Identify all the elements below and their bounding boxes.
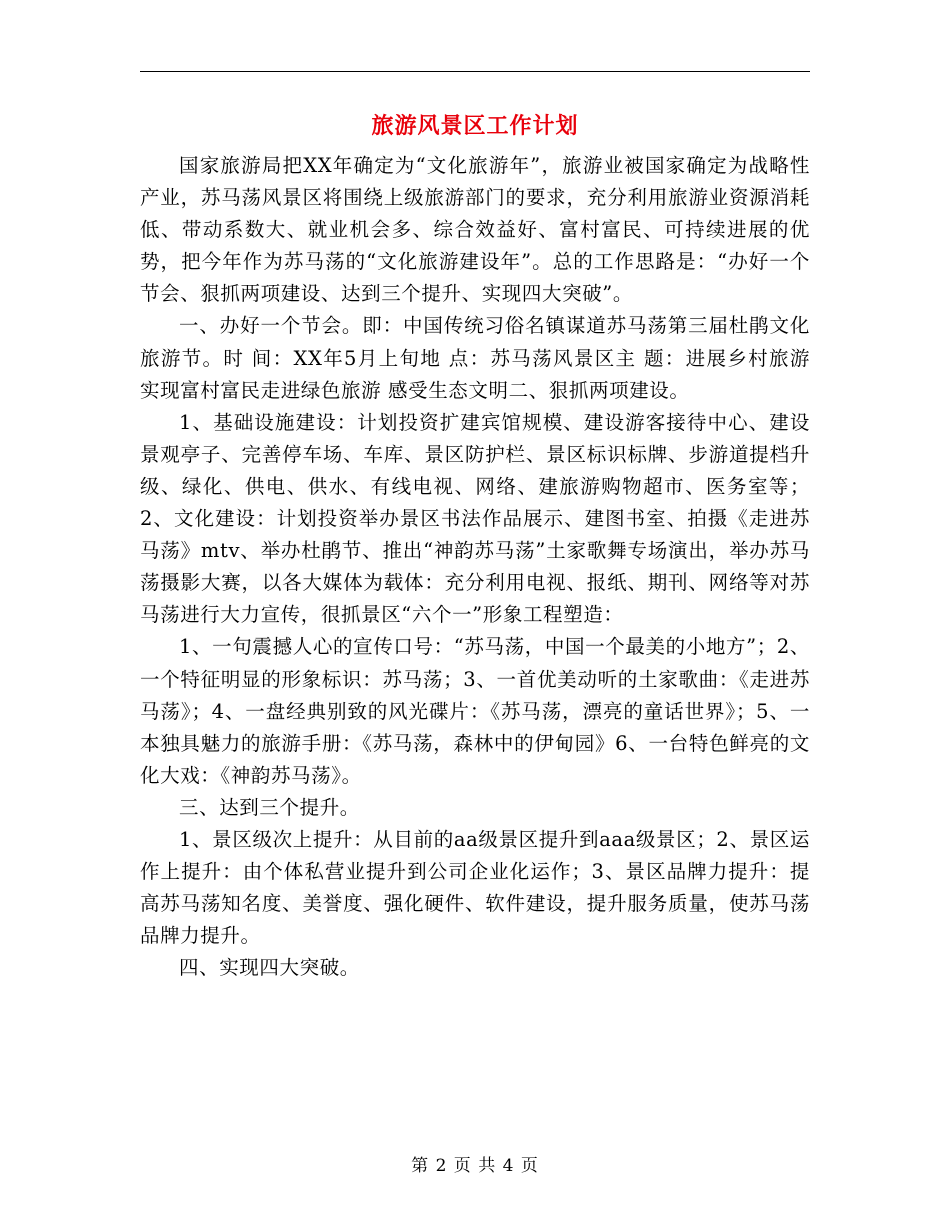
paragraph-construction: 1、基础设施建设：计划投资扩建宾馆规模、建设游客接待中心、建设景观亭子、完善停车场、车库、景区防护栏、景区标识标牌、步游道提档升级、绿化、供电、供水、有线电视、网络、建旅游购物超市、医务室等；2、文化建设：计划投资举办景区书法作品展示、建图书室、拍摄《走进苏马荡》mtv、举办杜鹃节、推出“神韵苏马荡”土家歌舞专场演出，举办苏马荡摄影大赛，以各大媒体为载体：充分利用电视、报纸、期刊、网络等对苏马荡进行大力宣传，很抓景区“六个一”形象工程塑造： xyxy=(140,410,810,627)
document-title: 旅游风景区工作计划 xyxy=(371,113,579,139)
paragraph-upgrades: 1、景区级次上提升：从目前的aa级景区提升到aaa级景区；2、景区运作上提升：由个体私营业提升到公司企业化运作；3、景区品牌力提升：提高苏马荡知名度、美誉度、强化硬件、软件建设，提升服务质量，使苏马荡品牌力提升。 xyxy=(140,827,810,948)
paragraph-section-one: 一、办好一个节会。即：中国传统习俗名镇谋道苏马荡第三届杜鹃文化旅游节。时 间：XX年5月上旬地 点：苏马荡风景区主 题：进展乡村旅游 实现富村富民走进绿色旅游 感受生态文明二、狠抓两项建设。 xyxy=(140,314,810,402)
page-number: 第 2 页 共 4 页 xyxy=(411,1156,539,1176)
paragraph-section-three-heading: 三、达到三个提升。 xyxy=(179,795,360,819)
paragraph-six-ones: 1、一句震撼人心的宣传口号：“苏马荡，中国一个最美的小地方”；2、一个特征明显的形象标识：苏马荡；3、一首优美动听的土家歌曲：《走进苏马荡》；4、一盘经典别致的风光碟片：《苏马荡，漂亮的童话世界》；5、一本独具魅力的旅游手册：《苏马荡，森林中的伊甸园》6、一台特色鲜亮的文化大戏：《神韵苏马荡》。 xyxy=(140,635,810,787)
paragraph-section-four-heading: 四、实现四大突破。 xyxy=(179,956,360,980)
document-body xyxy=(140,150,810,984)
header-rule xyxy=(140,71,810,72)
paragraph-intro: 国家旅游局把XX年确定为“文化旅游年”，旅游业被国家确定为战略性产业，苏马荡风景区将围绕上级旅游部门的要求，充分利用旅游业资源消耗低、带动系数大、就业机会多、综合效益好、富村富民、可持续进展的优势，把今年作为苏马荡的“文化旅游建设年”。总的工作思路是：“办好一个节会、狠抓两项建设、达到三个提升、实现四大突破”。 xyxy=(140,154,810,306)
